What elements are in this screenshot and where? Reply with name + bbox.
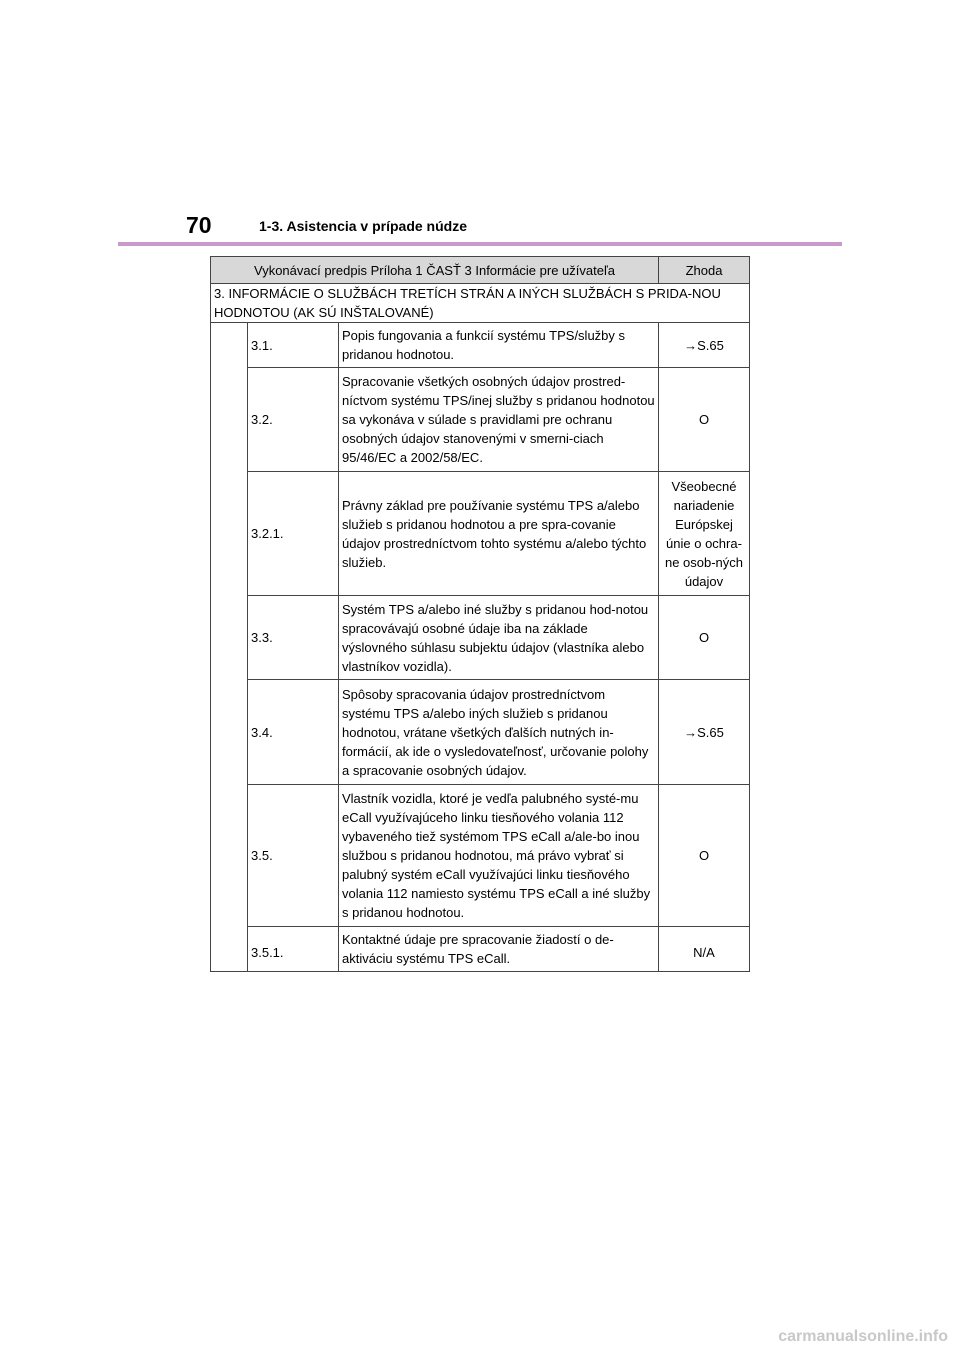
row-number: 3.2. — [248, 368, 339, 472]
row-description: Spracovanie všetkých osobných údajov prostred-níctvom systému TPS/inej služby s pridanou hodnotou sa vykonáva v súlade s pravidlami pre ochranu osobných údajov stanovenými v smerni-ciach 95/46/EC a 2002/58/EC. — [339, 368, 659, 472]
row-description: Vlastník vozidla, ktoré je vedľa palubného systé-mu eCall využívajúceho linku tiesňového volania 112 vybaveného tiež systémom TPS eCall a/ale-bo inou službou s pridanou hodnotou, má právo vybrať si palubný systém eCall využívajúci linku tiesňového volania 112 namiesto systému TPS eCall a iné služby s pridanou hodnotou. — [339, 785, 659, 927]
page-number: 70 — [186, 212, 212, 238]
row-answer: →S.65 — [659, 680, 750, 785]
section-heading-row — [211, 284, 750, 323]
row-answer: →S.65 — [659, 323, 750, 368]
row-answer: N/A — [659, 927, 750, 972]
table-row — [211, 596, 750, 680]
row-answer: Všeobecné nariadenie Európskej únie o ochra-ne osob-ných údajov — [659, 472, 750, 596]
row-number: 3.4. — [248, 680, 339, 785]
row-description: Právny základ pre používanie systému TPS a/alebo služieb s pridanou hodnotou a pre spra-covanie údajov prostredníctvom tohto systému a/alebo týchto služieb. — [339, 472, 659, 596]
header-rule — [118, 242, 842, 246]
table-header-row — [211, 257, 750, 284]
table-row — [211, 323, 750, 368]
row-description: Kontaktné údaje pre spracovanie žiadostí o de-aktiváciu systému TPS eCall. — [339, 927, 659, 972]
table-row — [211, 927, 750, 972]
row-number: 3.1. — [248, 323, 339, 368]
row-description: Spôsoby spracovania údajov prostredníctvom systému TPS a/alebo iných služieb s pridanou hodnotou, vrátane všetkých ďalších nutných in-formácií, ak ide o vysledovateľnosť, určovanie polohy a spracovanie osobných údajov. — [339, 680, 659, 785]
row-answer: O — [659, 368, 750, 472]
row-answer: O — [659, 785, 750, 927]
section-heading: 3. INFORMÁCIE O SLUŽBÁCH TRETÍCH STRÁN A INÝCH SLUŽBÁCH S PRIDA-NOU HODNOTOU (AK SÚ INŠTALOVANÉ) — [211, 284, 750, 323]
row-number: 3.5. — [248, 785, 339, 927]
row-description: Systém TPS a/alebo iné služby s pridanou hod-notou spracovávajú osobné údaje iba na základe výslovného súhlasu subjektu údajov (vlastníka alebo vlastníkov vozidla). — [339, 596, 659, 680]
row-number: 3.2.1. — [248, 472, 339, 596]
indent-cell — [211, 323, 248, 972]
table-row — [211, 472, 750, 596]
row-number: 3.5.1. — [248, 927, 339, 972]
row-answer: O — [659, 596, 750, 680]
row-description: Popis fungovania a funkcií systému TPS/služby s pridanou hodnotou. — [339, 323, 659, 368]
row-number: 3.3. — [248, 596, 339, 680]
table-row — [211, 368, 750, 472]
column-header-compliance: Zhoda — [659, 257, 750, 284]
watermark: carmanualsonline.info — [778, 1328, 948, 1345]
compliance-table — [210, 256, 750, 972]
table-row — [211, 680, 750, 785]
section-title: 1-3. Asistencia v prípade núdze — [259, 218, 467, 234]
table-row — [211, 785, 750, 927]
column-header-regulation: Vykonávací predpis Príloha 1 ČASŤ 3 Informácie pre užívateľa — [211, 257, 659, 284]
